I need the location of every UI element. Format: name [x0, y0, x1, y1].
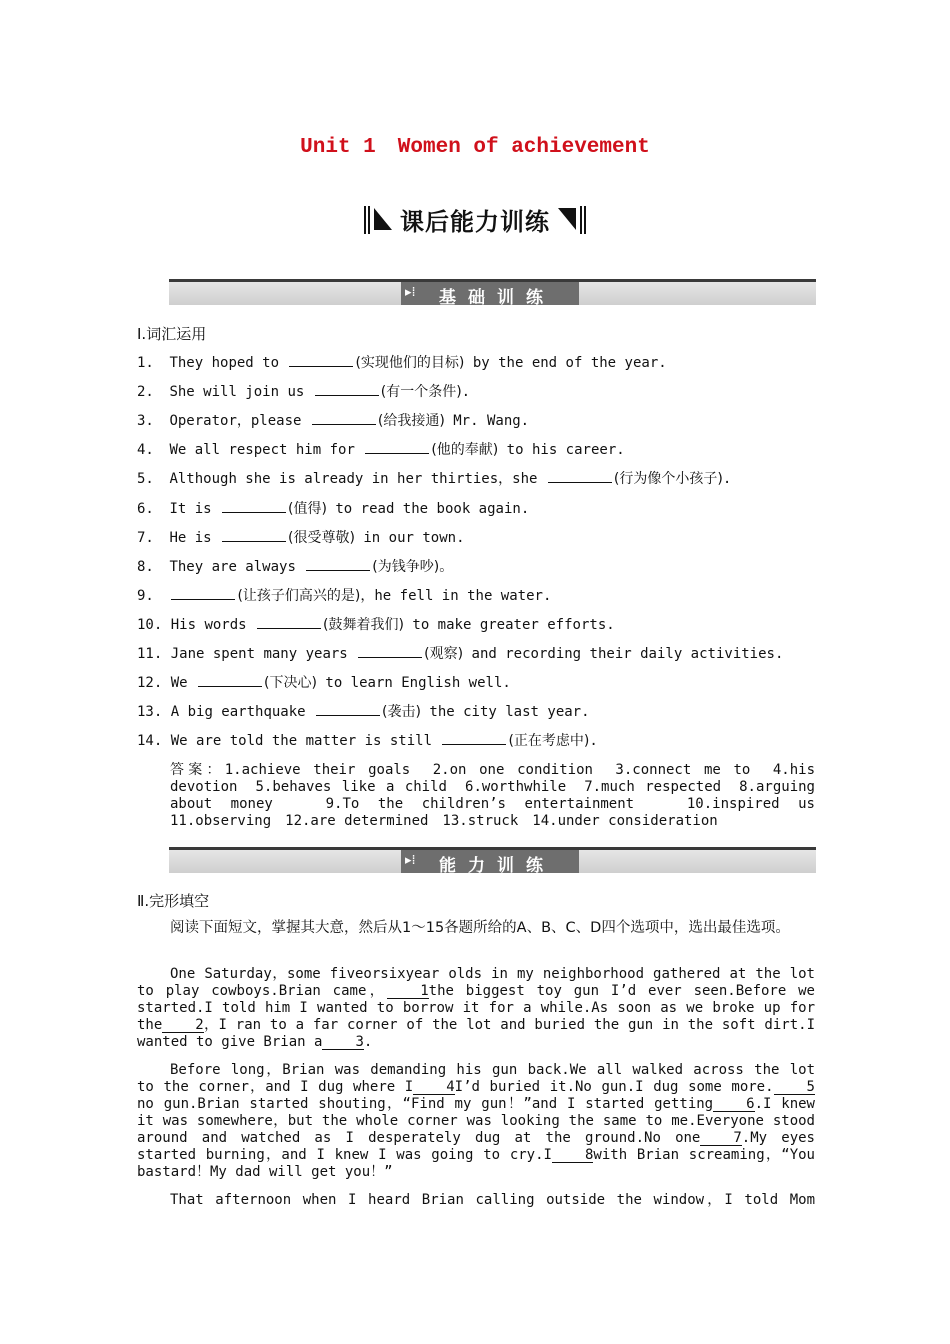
item-text-after: .: [461, 384, 471, 400]
unit-topic: Women of achievement: [397, 136, 650, 159]
item-hint: (观察): [424, 646, 464, 662]
item-hint: (实现他们的目标): [355, 355, 465, 371]
left-bracket-decoration: [362, 206, 394, 234]
passage-text: I’d buried it.No gun.I dug some more.: [454, 1079, 774, 1095]
passage-text: ，I ran to a far corner of the lot and buried the gun in the soft dirt.I wanted to give Brian a: [137, 1017, 815, 1050]
item-number: 13.: [137, 704, 163, 720]
item-hint: (为钱争吵): [372, 559, 440, 575]
item-text-after: by the end of the year.: [464, 355, 667, 371]
item-number: 3.: [137, 413, 154, 429]
blank-2: 2: [162, 1018, 203, 1033]
item-text-after: .: [589, 733, 598, 749]
passage-text: One Saturday，some fiveorsixyear olds in my neighborhood gathered at the lot to play cowboys.Brian came，: [137, 966, 815, 999]
item-hint: (鼓舞着我们): [323, 617, 404, 633]
answer-blank[interactable]: [312, 411, 376, 425]
answer-blank[interactable]: [222, 528, 286, 542]
passage-paragraph-1: [137, 966, 815, 1051]
item-text-after: to learn English well.: [316, 675, 511, 691]
arrow-icon: ▸⁞: [405, 853, 416, 868]
passage-text: the biggest toy gun I’d ever seen.Before we started.I told him I wanted to borrow it for a while.As soon as we broke up for the: [137, 983, 815, 1033]
blank-4: 4: [413, 1080, 454, 1095]
answer-line: 答案：1.achieve their goals 2.on one condition 3.connect me to 4.his: [170, 762, 815, 778]
vocabulary-item: [137, 499, 529, 518]
item-text-before: Jane spent many years: [170, 646, 357, 662]
blank-8: 8: [552, 1148, 593, 1163]
answer-blank[interactable]: [365, 440, 429, 454]
answer-blank[interactable]: [222, 499, 286, 513]
item-number: 1.: [137, 355, 154, 371]
vocabulary-item: [137, 353, 667, 372]
blank-7: 7: [700, 1131, 741, 1146]
blank-1: 1: [387, 984, 428, 999]
answer-blank[interactable]: [306, 557, 370, 571]
item-text-before: They are always: [169, 559, 305, 575]
answer-blank[interactable]: [171, 586, 235, 600]
item-hint: (袭击): [382, 704, 421, 720]
item-text-after: .: [722, 471, 732, 487]
arrow-icon: ▸⁞: [405, 285, 416, 300]
item-number: 10.: [137, 617, 163, 633]
item-text-after: to make greater efforts.: [403, 617, 615, 633]
item-number: 2.: [137, 384, 154, 400]
item-text-before: A big earthquake: [170, 704, 315, 720]
section-band-basic: [169, 279, 816, 308]
blank-6: 6: [713, 1097, 754, 1112]
cloze-instruction: 阅读下面短文，掌握其大意，然后从1～15各题所给的A、B、C、D四个选项中，选出最佳选项。: [170, 920, 790, 936]
passage-paragraph-2: [137, 1062, 815, 1181]
item-text-before: We: [170, 675, 197, 691]
item-text-after: and recording their daily activities.: [463, 646, 784, 662]
answer-blank[interactable]: [316, 702, 380, 716]
vocabulary-item: [137, 673, 511, 692]
section-heading: [0, 202, 950, 238]
band-label: 基础训练: [439, 288, 555, 308]
item-number: 7.: [137, 530, 154, 546]
answer-blank[interactable]: [442, 731, 506, 745]
passage-text: with Brian screaming，“You bastard！My dad will get you！”: [137, 1147, 815, 1180]
item-hint: (下决心): [264, 675, 317, 691]
item-text-after: in our town.: [354, 530, 465, 546]
unit-title: [0, 136, 950, 159]
item-hint: (让孩子们高兴的是): [237, 588, 361, 604]
vocabulary-item: [137, 615, 615, 634]
item-number: 4.: [137, 442, 154, 458]
section-band-ability: [169, 847, 816, 876]
passage-text: .: [363, 1034, 373, 1050]
band-label: 能力训练: [439, 856, 555, 876]
item-number: 6.: [137, 501, 154, 517]
item-text-after: ，he fell in the water.: [360, 588, 552, 604]
item-hint: (给我接通): [377, 413, 445, 429]
vocabulary-item: [137, 411, 529, 430]
item-text-before: They hoped to: [169, 355, 288, 371]
item-text-before: He is: [169, 530, 221, 546]
item-hint: (他的奉献): [431, 442, 499, 458]
right-bracket-decoration: [556, 206, 588, 234]
passage-text: .I knew it was somewhere，but the whole corner was looking the same to me.Everyone stood around and watched as I desperately dug at the ground.No one: [137, 1096, 815, 1146]
item-text-before: She will join us: [169, 384, 313, 400]
item-number: 8.: [137, 559, 154, 575]
answer-blank[interactable]: [257, 615, 321, 629]
item-text-before: Operator，please: [169, 413, 310, 429]
heading-text: 课后能力训练: [400, 208, 550, 236]
passage-paragraph-3: [137, 1192, 815, 1209]
item-text-before: Although she is already in her thirties，she: [169, 471, 546, 487]
vocabulary-item: [137, 586, 551, 605]
unit-number: Unit 1: [300, 136, 376, 159]
blank-5: 5: [774, 1080, 815, 1095]
answer-blank[interactable]: [315, 382, 379, 396]
item-number: 12.: [137, 675, 163, 691]
vocabulary-item: [137, 557, 453, 576]
item-hint: (值得): [288, 501, 327, 517]
vocabulary-item: [137, 469, 731, 488]
vocabulary-item: [137, 702, 590, 721]
item-text-before: His words: [170, 617, 256, 633]
item-text-before: It is: [169, 501, 221, 517]
part-title-vocabulary: Ⅰ.词汇运用: [137, 325, 207, 343]
item-number: 14.: [137, 733, 163, 749]
item-number: 9.: [137, 588, 154, 604]
vocabulary-item: [137, 644, 783, 663]
item-text-before: We are told the matter is still: [170, 733, 441, 749]
band-label-box: [401, 850, 579, 876]
item-text-after: the city last year.: [420, 704, 590, 720]
part-title-cloze: Ⅱ.完形填空: [137, 892, 210, 910]
answer-block: [170, 762, 815, 830]
answer-blank[interactable]: [198, 673, 262, 687]
band-label-box: [401, 282, 579, 308]
passage-text: That afternoon when I heard Brian calling outside the window，I told Mom: [170, 1192, 815, 1208]
answer-line: devotion 5.behaves like a child 6.worthwhile 7.much respected 8.arguing: [170, 779, 815, 795]
answer-line: 11.observing 12.are determined 13.struck 14.under consideration: [170, 813, 718, 829]
answer-blank[interactable]: [358, 644, 422, 658]
passage-text: .My eyes started burning，and I knew I was going to cry.I: [137, 1130, 815, 1163]
item-number: 5.: [137, 471, 154, 487]
item-hint: (行为像个小孩子): [613, 471, 723, 487]
item-hint: (很受尊敬): [288, 530, 355, 546]
vocabulary-item: [137, 731, 598, 750]
item-text-after: 。: [439, 559, 454, 575]
item-hint: (正在考虑中): [508, 733, 590, 749]
answer-blank[interactable]: [289, 353, 353, 367]
item-hint: (有一个条件): [380, 384, 462, 400]
item-text-before: We all respect him for: [169, 442, 364, 458]
answer-line: about money 9.To the children’s entertainment 10.inspired us: [170, 796, 815, 812]
passage-text: Before long，Brian was demanding his gun back.We all walked across the lot to the corner，and I dug where I: [137, 1062, 815, 1095]
vocabulary-item: [137, 440, 625, 459]
vocabulary-item: [137, 528, 465, 547]
item-number: 11.: [137, 646, 163, 662]
item-text-after: Mr. Wang.: [444, 413, 530, 429]
vocabulary-item: [137, 382, 470, 401]
answer-blank[interactable]: [548, 469, 612, 483]
blank-3: 3: [322, 1035, 363, 1050]
passage-text: no gun.Brian started shouting，“Find my gun！”and I started getting: [137, 1096, 714, 1112]
item-text-after: to his career.: [498, 442, 625, 458]
item-text-after: to read the book again.: [326, 501, 530, 517]
